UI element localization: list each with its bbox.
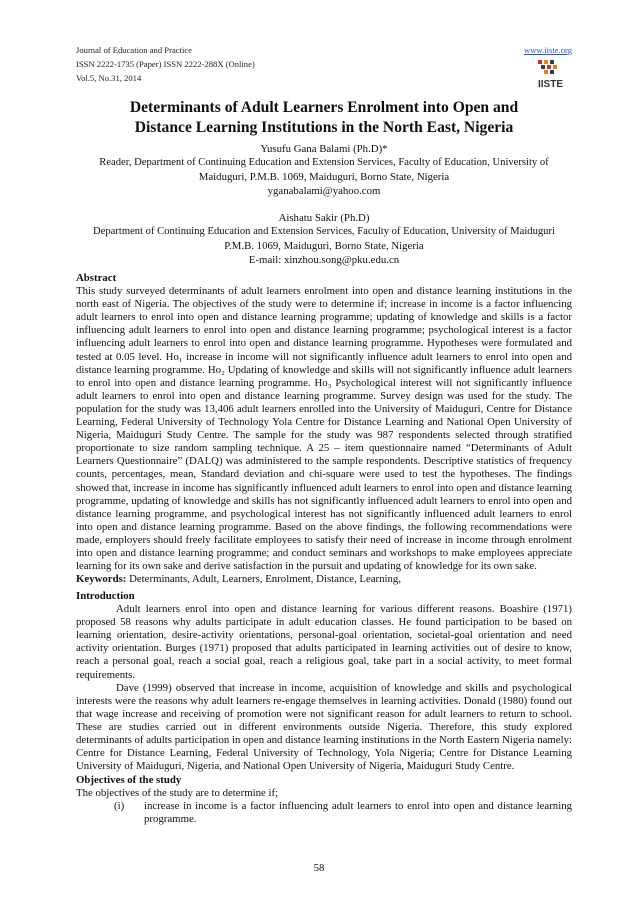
paper-title bbox=[76, 98, 572, 138]
title-line-2: Distance Learning Institutions in the North East, Nigeria bbox=[134, 119, 514, 136]
abstract-heading: Abstract bbox=[76, 272, 117, 284]
author1-email: yganabalami@yahoo.com bbox=[267, 185, 381, 197]
author2-affiliation-1: Department of Continuing Education and Extension Services, Faculty of Education, University of Maiduguri bbox=[93, 226, 555, 237]
journal-url-link[interactable]: www.iiste.org bbox=[524, 45, 572, 55]
objective-number: (i) bbox=[114, 800, 125, 813]
svg-text:IISTE: IISTE bbox=[538, 79, 564, 90]
keywords-label: Keywords: bbox=[76, 573, 127, 586]
objective-text: increase in income is a factor influencing adult learners to enrol into open and distance learning programme. bbox=[144, 800, 572, 826]
page-number: 58 bbox=[313, 862, 325, 874]
objectives-heading: Objectives of the study bbox=[76, 774, 182, 786]
objectives-section bbox=[76, 774, 572, 828]
abstract-section bbox=[76, 272, 572, 586]
issn-line: ISSN 2222-1735 (Paper) ISSN 2222-288X (Online) bbox=[76, 59, 255, 69]
author1-name: Yusufu Gana Balami (Ph.D)* bbox=[260, 143, 388, 155]
abstract-text: This study surveyed determinants of adult learners enrolment into open and distance learning institutions in the north east of Nigeria. The objectives of the study were to determine if; increase in income is a factor influencing adult learners to enrol into open and distance learning programme; updating of knowledge and skills is a factor influencing adult learners to enrol into open and distance learning programme; psychological interest is a factor influencing adult learners to enrol into open and distance learning programme. Hypotheses were formulated and tested at 0.05 level. Ho₁ increase in income will not significantly influence adult learners to enrol into open and distance learning programme. Ho₂ Updating of knowledge and skills will not significantly influence adult learners to enrol into open and distance learning programme. Ho₃ Psychological interest will not significantly influence adult learners to enrol into open and distance learning programme. Survey design was used for the study. The population for the study was 13,406 adult learners enrolled into the University of Maiduguri, Centre for Distance Learning, Federal University of Technology Yola Centre for Distance Learning and National Open University of Nigeria, Maiduguri Study Centre. The sample for the study was 987 respondents selected through stratified proportionate to size random sampling technique. A 25 – item questionnaire named “Determinants of Adult Learners Questionnaire” (DALQ) was administered to the sample respondents. Descriptive statistics of frequency counts, percentages, mean, Standard deviation and chi-square were used to test the hypotheses. The findings showed that, increase in income has significantly influenced adult learners to enrol into open and distance learning programme, updating of knowledge and skills has not significantly influenced adult learners to enrol into open and distance learning programme, and psychological interest has not significantly influenced adult learners to enrol into open and distance learning programme. Based on the above findings, the following recommendations were made, employers should freely facilitate employees to satisfy their need of increase in income through enrolment into open and distance learning programme; and conduct seminars and workshops to make employees appreciate learning for its own sake and derive satisfaction in the pursuit and updating of knowledge for its own sake. bbox=[76, 285, 572, 573]
author1-affiliation-1: Reader, Department of Continuing Education and Extension Services, Faculty of Education, University of bbox=[99, 157, 549, 168]
title-line-1: Determinants of Adult Learners Enrolment into Open and bbox=[129, 99, 519, 116]
introduction-section bbox=[76, 590, 572, 773]
introduction-paragraph-1: Adult learners enrol into open and distance learning for various different reasons. Boashire (1971) proposed 58 reasons why adults participate in adult education classes. He found participation to be based on learning orientation, desire-activity orientations, personal-goal orientation, societal-goal orientation and need activity orientation. Burges (1971) proposed that adults participated in learning activities out of desire to know, reach a personal goal, reach a social goal, reach a religious goal, take part in a social activity, to meet formal requirements. bbox=[76, 603, 572, 681]
author1-affiliation-2: Maiduguri, P.M.B. 1069, Maiduguri, Borno State, Nigeria bbox=[198, 171, 450, 183]
journal-name: Journal of Education and Practice bbox=[76, 45, 192, 55]
objectives-intro: The objectives of the study are to determine if; bbox=[76, 787, 279, 800]
author2-name: Aishatu Sakir (Ph.D) bbox=[278, 212, 370, 224]
introduction-heading: Introduction bbox=[76, 590, 135, 602]
author2-affiliation-2: P.M.B. 1069, Maiduguri, Borno State, Nigeria bbox=[224, 240, 424, 252]
introduction-paragraph-2: Dave (1999) observed that increase in income, acquisition of knowledge and skills and psychological interests were the reasons why adult learners re-engage themselves in learning activities. Donald (1980) found out that wage increase and receiving of promotion were not significant reason for adult learners to return to school. These are studies carried out in different environments outside Nigeria. Therefore, this study explored determinants of adults participation in open and distance learning institutions in the North Eastern Nigeria namely: Centre for Distance Learning, Federal University of Technology, Yola Nigeria; Centre for Distance Learning University of Maiduguri, Nigeria, and National Open University of Nigeria, Maiduguri Study Centre. bbox=[76, 681, 572, 773]
iiste-logo bbox=[536, 58, 572, 90]
keywords-text: Determinants, Adult, Learners, Enrolment, Distance, Learning, bbox=[126, 573, 402, 586]
volume-line: Vol.5, No.31, 2014 bbox=[76, 73, 142, 83]
objective-item bbox=[76, 800, 572, 828]
author2-email: E-mail: xinzhou.song@pku.edu.cn bbox=[248, 254, 400, 266]
keywords-line bbox=[76, 573, 572, 586]
